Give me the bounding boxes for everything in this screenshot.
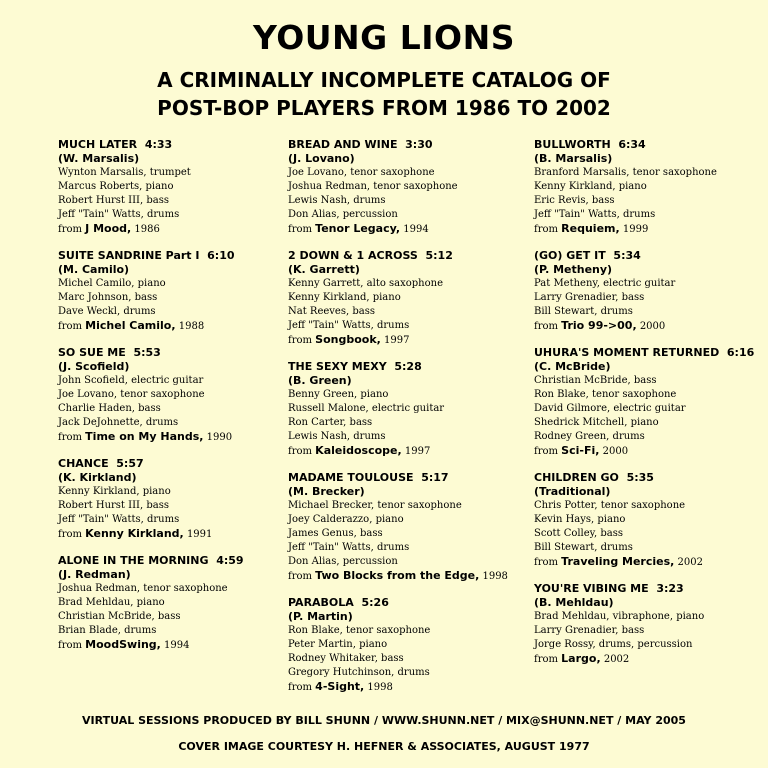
track-composer: (J. Lovano)	[288, 152, 355, 165]
personnel-item: Eric Revis, bass	[534, 195, 615, 206]
album-year: 1998	[367, 682, 393, 693]
personnel-item: Michael Brecker, tenor saxophone	[288, 500, 462, 511]
track-entry	[288, 596, 528, 695]
personnel-item: Jeff "Tain" Watts, drums	[288, 542, 410, 553]
personnel-item: Jeff "Tain" Watts, drums	[534, 209, 656, 220]
personnel-item: Larry Grenadier, bass	[534, 625, 645, 636]
personnel-item: Marc Johnson, bass	[58, 292, 158, 303]
album-title: Sci-Fi,	[561, 444, 600, 457]
personnel-item: Charlie Haden, bass	[58, 403, 161, 414]
album-year: 1998	[482, 571, 508, 582]
personnel-item: Joshua Redman, tenor saxophone	[58, 583, 228, 594]
track-entry	[288, 138, 528, 237]
personnel-item: Robert Hurst III, bass	[58, 500, 169, 511]
personnel-list	[58, 485, 298, 527]
personnel-list	[58, 166, 298, 222]
track-entry	[288, 471, 528, 584]
personnel-list	[288, 388, 528, 444]
track-title: SO SUE ME	[58, 346, 126, 359]
track-duration: 5:53	[133, 346, 161, 359]
track-title: 2 DOWN & 1 ACROSS	[288, 249, 418, 262]
personnel-item: Brian Blade, drums	[58, 625, 157, 636]
personnel-item: Ron Blake, tenor saxophone	[288, 625, 431, 636]
album-year: 1990	[206, 432, 233, 443]
track-entry	[288, 249, 528, 348]
track-title: BULLWORTH	[534, 138, 611, 151]
personnel-list	[534, 374, 768, 444]
personnel-item: Kenny Garrett, alto saxophone	[288, 278, 444, 289]
tracklist-column-3	[534, 138, 768, 679]
personnel-item: Joe Lovano, tenor saxophone	[288, 167, 435, 178]
personnel-item: Joshua Redman, tenor saxophone	[288, 181, 458, 192]
personnel-item: Don Alias, percussion	[288, 556, 398, 567]
track-duration: 3:30	[405, 138, 433, 151]
track-duration: 6:34	[618, 138, 646, 151]
personnel-item: Lewis Nash, drums	[288, 431, 386, 442]
personnel-list	[58, 582, 298, 638]
track-title: MADAME TOULOUSE	[288, 471, 414, 484]
album-title: J Mood,	[85, 222, 132, 235]
album-title: Kaleidoscope,	[315, 444, 402, 457]
track-heading	[288, 138, 528, 152]
personnel-item: Bill Stewart, drums	[534, 542, 633, 553]
track-entry	[534, 249, 768, 334]
album-title: Largo,	[561, 652, 601, 665]
track-title: THE SEXY MEXY	[288, 360, 387, 373]
personnel-item: Jorge Rossy, drums, percussion	[534, 639, 693, 650]
credits-footer: VIRTUAL SESSIONS PRODUCED BY BILL SHUNN / WWW.SHUNN.NET / MIX@SHUNN.NET / MAY 2005	[82, 714, 686, 727]
personnel-list	[288, 499, 528, 569]
personnel-item: Rodney Whitaker, bass	[288, 653, 404, 664]
track-composer: (B. Marsalis)	[534, 152, 613, 165]
track-heading	[58, 457, 298, 471]
personnel-item: Branford Marsalis, tenor saxophone	[534, 167, 717, 178]
from-label: from	[288, 571, 312, 582]
track-entry	[534, 346, 768, 459]
personnel-item: Scott Colley, bass	[534, 528, 623, 539]
album-source	[288, 444, 528, 459]
tracklist-column-1	[58, 138, 298, 665]
personnel-list	[58, 277, 298, 319]
track-heading	[58, 138, 298, 152]
album-source	[288, 333, 528, 348]
from-label: from	[534, 321, 558, 332]
from-label: from	[58, 224, 82, 235]
personnel-item: Jeff "Tain" Watts, drums	[288, 320, 410, 331]
personnel-item: John Scofield, electric guitar	[58, 375, 204, 386]
personnel-list	[534, 166, 768, 222]
from-label: from	[288, 224, 312, 235]
track-composer: (M. Camilo)	[58, 263, 130, 276]
personnel-list	[58, 374, 298, 430]
album-source	[534, 555, 768, 570]
track-composer: (B. Mehldau)	[534, 596, 614, 609]
personnel-list	[288, 624, 528, 680]
album-title: Songbook,	[315, 333, 381, 346]
personnel-item: Joey Calderazzo, piano	[288, 514, 404, 525]
album-source	[288, 569, 528, 584]
personnel-item: Michel Camilo, piano	[58, 278, 166, 289]
personnel-item: Marcus Roberts, piano	[58, 181, 174, 192]
from-label: from	[534, 557, 558, 568]
album-source	[288, 680, 528, 695]
track-entry	[58, 346, 298, 445]
personnel-item: Kenny Kirkland, piano	[288, 292, 401, 303]
personnel-item: Lewis Nash, drums	[288, 195, 386, 206]
album-year: 1997	[384, 335, 410, 346]
track-entry	[534, 471, 768, 570]
album-title: Kenny Kirkland,	[85, 527, 184, 540]
from-label: from	[534, 446, 558, 457]
album-source	[534, 444, 768, 459]
track-composer: (K. Garrett)	[288, 263, 360, 276]
page-subtitle	[0, 66, 768, 122]
track-entry	[58, 457, 298, 542]
album-year: 2002	[677, 557, 703, 568]
track-heading	[288, 249, 528, 263]
from-label: from	[58, 432, 82, 443]
album-source	[58, 222, 298, 237]
track-composer: (C. McBride)	[534, 360, 611, 373]
track-heading	[58, 249, 298, 263]
from-label: from	[58, 640, 82, 651]
track-composer: (W. Marsalis)	[58, 152, 140, 165]
cover-image-credit: COVER IMAGE COURTESY H. HEFNER & ASSOCIATES, AUGUST 1977	[178, 740, 590, 753]
track-title: BREAD AND WINE	[288, 138, 398, 151]
track-title: YOU'RE VIBING ME	[534, 582, 649, 595]
track-title: ALONE IN THE MORNING	[58, 554, 209, 567]
track-entry	[534, 138, 768, 237]
track-composer: (Traditional)	[534, 485, 611, 498]
track-composer: (B. Green)	[288, 374, 352, 387]
subtitle-line-1: A CRIMINALLY INCOMPLETE CATALOG OF	[157, 68, 611, 92]
track-heading	[534, 249, 768, 263]
album-source	[534, 652, 768, 667]
album-title: Tenor Legacy,	[315, 222, 401, 235]
from-label: from	[58, 529, 82, 540]
track-duration: 4:59	[216, 554, 244, 567]
track-entry	[58, 249, 298, 334]
personnel-item: Gregory Hutchinson, drums	[288, 667, 430, 678]
track-heading	[534, 138, 768, 152]
subtitle-line-2: POST-BOP PLAYERS FROM 1986 TO 2002	[157, 96, 611, 120]
personnel-item: Chris Potter, tenor saxophone	[534, 500, 686, 511]
track-heading	[534, 582, 768, 596]
personnel-item: Benny Green, piano	[288, 389, 389, 400]
album-source	[534, 222, 768, 237]
personnel-list	[288, 277, 528, 333]
album-year: 1997	[404, 446, 431, 457]
personnel-item: Dave Weckl, drums	[58, 306, 156, 317]
track-title: UHURA'S MOMENT RETURNED	[534, 346, 720, 359]
track-composer: (K. Kirkland)	[58, 471, 137, 484]
track-duration: 6:16	[726, 346, 755, 359]
track-duration: 5:28	[394, 360, 422, 373]
personnel-item: Russell Malone, electric guitar	[288, 403, 445, 414]
personnel-list	[288, 166, 528, 222]
from-label: from	[288, 446, 312, 457]
personnel-item: Kenny Kirkland, piano	[534, 181, 647, 192]
page-title: YOUNG LIONS	[252, 18, 515, 57]
track-duration: 4:33	[144, 138, 173, 151]
personnel-item: Robert Hurst III, bass	[58, 195, 169, 206]
album-title: Michel Camilo,	[85, 319, 176, 332]
album-source	[534, 319, 768, 334]
personnel-item: Wynton Marsalis, trumpet	[58, 167, 191, 178]
track-duration: 5:26	[361, 596, 389, 609]
personnel-item: Brad Mehldau, piano	[58, 597, 165, 608]
album-year: 1986	[134, 224, 160, 235]
album-year: 2000	[639, 321, 666, 332]
personnel-list	[534, 610, 768, 652]
album-title: Trio 99->00,	[561, 319, 637, 332]
track-heading	[288, 596, 528, 610]
personnel-item: James Genus, bass	[288, 528, 383, 539]
personnel-item: Kenny Kirkland, piano	[58, 486, 171, 497]
personnel-item: Christian McBride, bass	[534, 375, 657, 386]
track-title: PARABOLA	[288, 596, 354, 609]
track-heading	[288, 471, 528, 485]
personnel-item: Jack DeJohnette, drums	[58, 417, 179, 428]
album-year: 2002	[603, 654, 630, 665]
track-title: (GO) GET IT	[534, 249, 606, 262]
track-duration: 3:23	[656, 582, 684, 595]
album-year: 2000	[602, 446, 629, 457]
track-composer: (J. Redman)	[58, 568, 131, 581]
personnel-item: Joe Lovano, tenor saxophone	[58, 389, 205, 400]
track-entry	[58, 554, 298, 653]
album-title: Time on My Hands,	[85, 430, 204, 443]
personnel-item: Ron Blake, tenor saxophone	[534, 389, 677, 400]
track-duration: 5:57	[116, 457, 144, 470]
album-source	[288, 222, 528, 237]
album-year: 1991	[186, 529, 213, 540]
personnel-list	[534, 277, 768, 319]
album-source	[58, 319, 298, 334]
album-source	[58, 638, 298, 653]
track-title: MUCH LATER	[58, 138, 138, 151]
album-source	[58, 527, 298, 542]
track-title: CHILDREN GO	[534, 471, 619, 484]
tracklist-column-2	[288, 138, 528, 707]
track-duration: 5:17	[421, 471, 449, 484]
track-composer: (P. Martin)	[288, 610, 353, 623]
track-composer: (M. Brecker)	[288, 485, 365, 498]
album-title: Two Blocks from the Edge,	[315, 569, 480, 582]
track-duration: 5:35	[626, 471, 654, 484]
from-label: from	[534, 654, 558, 665]
track-entry	[58, 138, 298, 237]
track-heading	[288, 360, 528, 374]
track-title: CHANCE	[58, 457, 109, 470]
personnel-item: Jeff "Tain" Watts, drums	[58, 514, 180, 525]
personnel-item: Ron Carter, bass	[288, 417, 373, 428]
track-heading	[58, 554, 298, 568]
personnel-item: Bill Stewart, drums	[534, 306, 633, 317]
from-label: from	[288, 335, 312, 346]
personnel-item: Pat Metheny, electric guitar	[534, 278, 676, 289]
personnel-item: Don Alias, percussion	[288, 209, 398, 220]
track-heading	[534, 471, 768, 485]
album-title: MoodSwing,	[85, 638, 161, 651]
track-duration: 5:34	[613, 249, 641, 262]
from-label: from	[288, 682, 312, 693]
personnel-item: Larry Grenadier, bass	[534, 292, 645, 303]
album-year: 1988	[178, 321, 205, 332]
personnel-item: Rodney Green, drums	[534, 431, 645, 442]
album-title: 4-Sight,	[315, 680, 365, 693]
album-year: 1994	[164, 640, 190, 651]
from-label: from	[534, 224, 558, 235]
personnel-item: Nat Reeves, bass	[288, 306, 375, 317]
personnel-list	[534, 499, 768, 555]
album-title: Traveling Mercies,	[561, 555, 675, 568]
personnel-item: Jeff "Tain" Watts, drums	[58, 209, 180, 220]
album-year: 1999	[622, 224, 649, 235]
album-title: Requiem,	[561, 222, 620, 235]
track-entry	[288, 360, 528, 459]
personnel-item: Kevin Hays, piano	[534, 514, 626, 525]
personnel-item: Brad Mehldau, vibraphone, piano	[534, 611, 705, 622]
album-year: 1994	[403, 224, 429, 235]
personnel-item: Shedrick Mitchell, piano	[534, 417, 659, 428]
track-composer: (J. Scofield)	[58, 360, 130, 373]
personnel-item: Christian McBride, bass	[58, 611, 181, 622]
from-label: from	[58, 321, 82, 332]
album-source	[58, 430, 298, 445]
track-title: SUITE SANDRINE Part I	[58, 249, 200, 262]
personnel-item: David Gilmore, electric guitar	[534, 403, 686, 414]
track-heading	[58, 346, 298, 360]
track-composer: (P. Metheny)	[534, 263, 613, 276]
track-entry	[534, 582, 768, 667]
track-heading	[534, 346, 768, 360]
personnel-item: Peter Martin, piano	[288, 639, 388, 650]
track-duration: 6:10	[207, 249, 235, 262]
track-duration: 5:12	[425, 249, 453, 262]
